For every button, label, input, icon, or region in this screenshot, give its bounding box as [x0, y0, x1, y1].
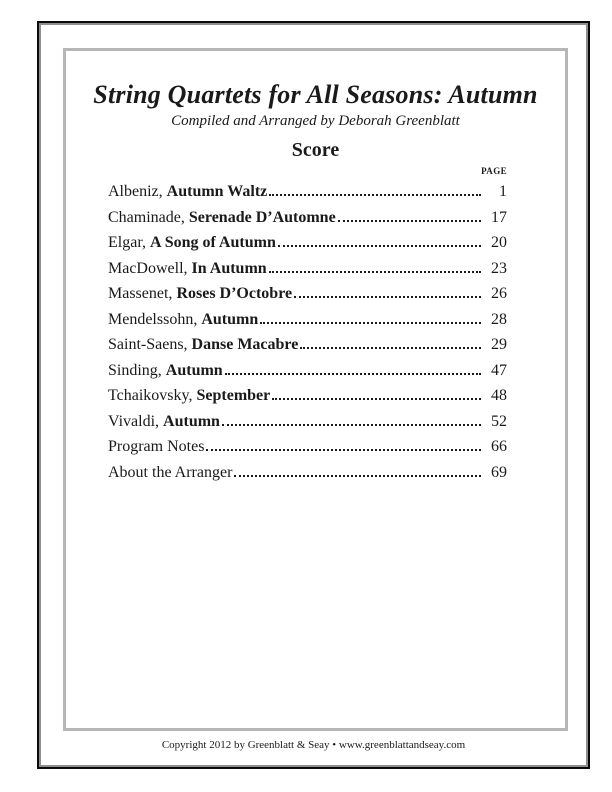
toc-entry: [108, 358, 507, 384]
toc-page-number: 48: [491, 387, 507, 404]
footer-copyright: Copyright 2012 by Greenblatt & Seay • www.greenblattandseay.com: [161, 739, 466, 751]
toc-entry-title: Autumn: [201, 310, 259, 328]
toc-dot-leader: [272, 398, 481, 400]
toc-entry-text: About the Arranger: [108, 463, 233, 481]
toc-entry: [108, 383, 507, 409]
toc-page-number: 20: [491, 234, 507, 251]
table-of-contents: [108, 179, 507, 485]
toc-page-number: 47: [491, 361, 507, 379]
toc-entry-title: September: [196, 387, 271, 404]
toc-entry-text: Sinding,: [108, 361, 166, 379]
toc-entry-text: Tchaikovsky,: [108, 387, 197, 404]
toc-entry-text: Albeniz,: [108, 183, 167, 200]
toc-entry-title: Autumn: [165, 361, 223, 379]
toc-entry-text: Massenet,: [108, 285, 177, 302]
toc-entry-title: In Autumn: [191, 259, 267, 277]
toc-dot-leader: [269, 194, 481, 196]
toc-dot-leader: [222, 424, 481, 426]
toc-entry-title: A Song of Autumn: [150, 234, 276, 251]
toc-dot-leader: [294, 296, 481, 298]
toc-entry: [108, 409, 507, 435]
toc-dot-leader: [300, 347, 481, 349]
section-heading: Score: [291, 139, 340, 161]
toc-entry-title: Danse Macabre: [191, 336, 299, 353]
toc-entry-title: Serenade D’Automne: [188, 208, 336, 226]
toc-entry-text: Vivaldi,: [108, 412, 164, 430]
toc-dot-leader: [234, 475, 481, 477]
toc-entry-text: Mendelssohn,: [108, 310, 202, 328]
toc-entry: [108, 460, 507, 486]
page-column-label: PAGE: [481, 166, 507, 176]
toc-entry: [108, 205, 507, 231]
toc-entry-title: Autumn: [163, 412, 220, 430]
page-title: String Quartets for All Seasons: Autumn: [93, 80, 538, 109]
toc-dot-leader: [206, 449, 481, 451]
toc-entry: [108, 307, 507, 333]
toc-page-number: 52: [491, 412, 507, 430]
toc-entry: [108, 281, 507, 307]
toc-page-number: 1: [499, 183, 507, 200]
toc-entry: [108, 179, 507, 205]
toc-page-number: 66: [491, 438, 507, 455]
toc-page-number: 69: [491, 463, 507, 481]
toc-entry-text: Program Notes: [108, 438, 205, 455]
toc-entry: [108, 230, 507, 256]
toc-page-number: 23: [491, 259, 507, 277]
title-block: [66, 80, 565, 130]
toc-entry-text: Elgar,: [108, 234, 151, 251]
toc-entry: [108, 332, 507, 358]
toc-entry-text: Chaminade,: [108, 208, 189, 226]
toc-entry-text: MacDowell,: [108, 259, 192, 277]
toc-dot-leader: [338, 220, 481, 222]
toc-dot-leader: [269, 271, 481, 273]
toc-entry-title: Roses D’Octobre: [176, 285, 293, 302]
toc-entry: [108, 256, 507, 282]
toc-page-number: 17: [491, 208, 507, 226]
toc-page-number: 29: [491, 336, 507, 353]
toc-page-number: 28: [491, 310, 507, 328]
toc-dot-leader: [260, 322, 481, 324]
toc-dot-leader: [225, 373, 481, 375]
toc-entry-title: Autumn Waltz: [166, 183, 268, 200]
toc-entry-text: Saint-Saens,: [108, 336, 192, 353]
toc-entry: [108, 434, 507, 460]
toc-page-number: 26: [491, 285, 507, 302]
toc-dot-leader: [278, 245, 481, 247]
page-subtitle: Compiled and Arranged by Deborah Greenblatt: [171, 112, 460, 129]
